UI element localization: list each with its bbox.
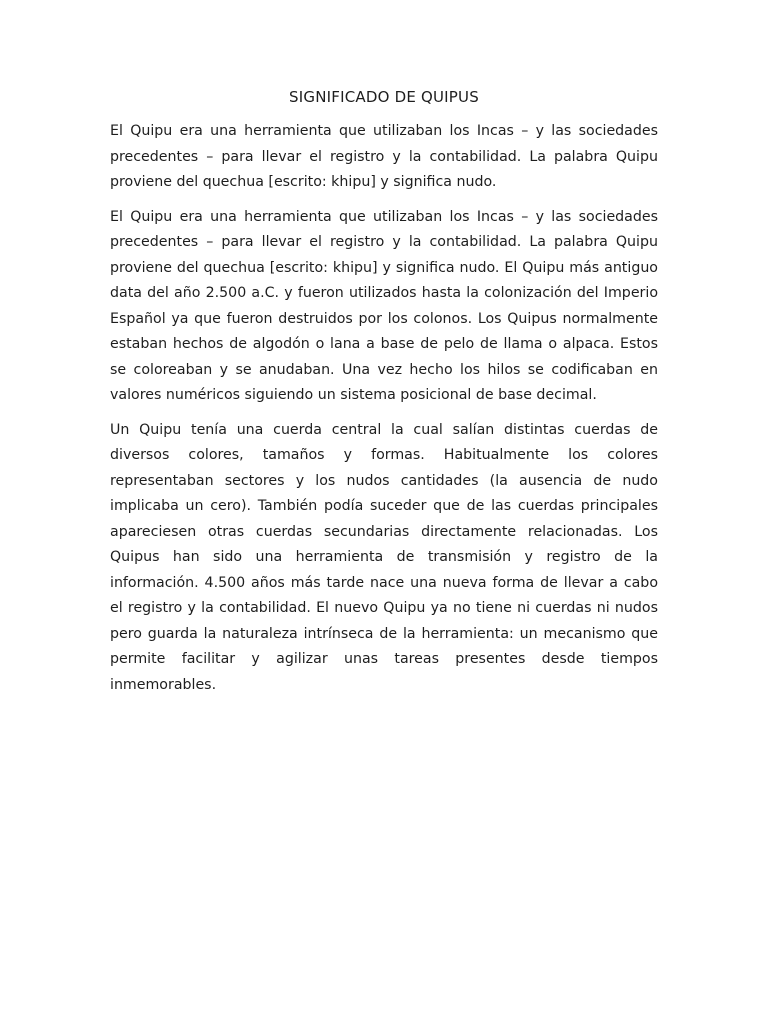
document-title: SIGNIFICADO DE QUIPUS (289, 88, 479, 106)
paragraph-2: El Quipu era una herramienta que utilizaban los Incas – y las sociedades precedentes – para llevar el registro y la contabilidad. La palabra Quipu proviene del quechua [escrito: khipu] y significa nudo. El Quipu más antiguo data del año 2.500 a.C. y fueron utilizados hasta la colonización del Imperio Español ya que fueron destruidos por los colonos. Los Quipus normalmente estaban hechos de algodón o lana a base de pelo de llama o alpaca. Estos se coloreaban y se anudaban. Una vez hecho los hilos se codificaban en valores numéricos siguiendo un sistema posicional de base decimal. (110, 208, 658, 403)
paragraph-3: Un Quipu tenía una cuerda central la cual salían distintas cuerdas de diversos colores, tamaños y formas. Habitualmente los colores representaban sectores y los nudos cantidades (la ausencia de nudo implicaba un cero). También podía suceder que de las cuerdas principales apareciesen otras cuerdas secundarias directamente relacionadas. Los Quipus han sido una herramienta de transmisión y registro de la información. 4.500 años más tarde nace una nueva forma de llevar a cabo el registro y la contabilidad. El nuevo Quipu ya no tiene ni cuerdas ni nudos pero guarda la naturaleza intrínseca de la herramienta: un mecanismo que permite facilitar y agilizar unas tareas presentes desde tiempos inmemorables. (110, 421, 658, 693)
paragraph-1: El Quipu era una herramienta que utilizaban los Incas – y las sociedades precedentes – para llevar el registro y la contabilidad. La palabra Quipu proviene del quechua [escrito: khipu] y significa nudo. (110, 123, 658, 190)
document-body (110, 86, 658, 707)
